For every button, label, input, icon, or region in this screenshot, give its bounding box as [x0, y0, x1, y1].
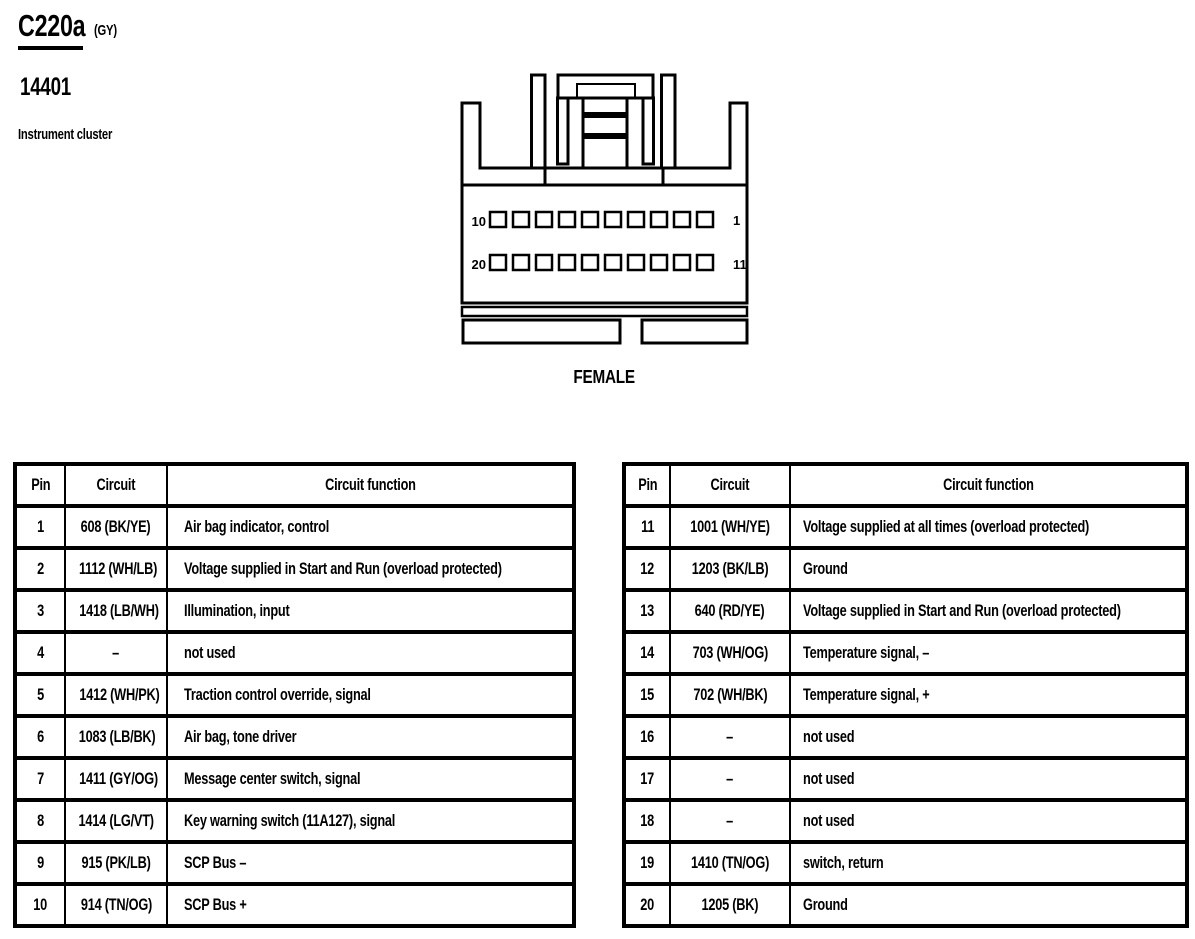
circuit-cell: 640 (RD/YE) [670, 590, 790, 632]
pin-cell: 10 [15, 884, 65, 926]
table-row [15, 548, 574, 590]
pin-slot [674, 212, 690, 227]
pin-row-label-bottom-left: 20 [471, 257, 486, 272]
table-row [15, 842, 574, 884]
function-cell: not used [790, 800, 1187, 842]
table-row [624, 674, 1187, 716]
circuit-cell: 1412 (WH/PK) [65, 674, 167, 716]
pin-slot [628, 212, 644, 227]
function-cell: Temperature signal, – [790, 632, 1187, 674]
table-row [624, 632, 1187, 674]
circuit-cell: 915 (PK/LB) [65, 842, 167, 884]
function-cell: not used [790, 716, 1187, 758]
connector-gender-label: FEMALE [573, 367, 635, 387]
pin-row-label-top-left: 10 [471, 214, 486, 229]
function-cell: Traction control override, signal [167, 674, 574, 716]
table-row [15, 506, 574, 548]
connector-id-underline [18, 46, 83, 50]
pin-cell: 5 [15, 674, 65, 716]
connector-diagram [448, 62, 760, 354]
circuit-cell: 702 (WH/BK) [670, 674, 790, 716]
pin-slot [651, 212, 667, 227]
function-cell: Message center switch, signal [167, 758, 574, 800]
circuit-cell: 1411 (GY/OG) [65, 758, 167, 800]
table-row [624, 842, 1187, 884]
pin-cell: 2 [15, 548, 65, 590]
column-header-circuit: Circuit [65, 464, 167, 506]
column-header-pin: Pin [624, 464, 670, 506]
circuit-cell: 1418 (LB/WH) [65, 590, 167, 632]
circuit-cell: – [670, 800, 790, 842]
pin-cell: 12 [624, 548, 670, 590]
pin-slot [605, 255, 621, 270]
function-cell: not used [167, 632, 574, 674]
circuit-cell: 608 (BK/YE) [65, 506, 167, 548]
function-cell: Ground [790, 548, 1187, 590]
pin-cell: 7 [15, 758, 65, 800]
pin-slot [513, 255, 529, 270]
table-row [624, 800, 1187, 842]
function-cell: Air bag, tone driver [167, 716, 574, 758]
table-row [15, 758, 574, 800]
table-row [624, 548, 1187, 590]
pin-slot [490, 255, 506, 270]
connector-body [462, 185, 747, 303]
function-cell: Ground [790, 884, 1187, 926]
component-name: Instrument cluster [18, 126, 113, 143]
pin-slot [697, 255, 713, 270]
table-header-row [624, 464, 1187, 506]
pin-slot [582, 212, 598, 227]
function-cell: Temperature signal, + [790, 674, 1187, 716]
pin-cell: 9 [15, 842, 65, 884]
pin-slot [651, 255, 667, 270]
table-row [624, 716, 1187, 758]
table-row [15, 590, 574, 632]
function-cell: switch, return [790, 842, 1187, 884]
table-row [15, 884, 574, 926]
pin-cell: 3 [15, 590, 65, 632]
circuit-cell: 914 (TN/OG) [65, 884, 167, 926]
part-number: 14401 [20, 73, 72, 101]
circuit-cell: 1205 (BK) [670, 884, 790, 926]
circuit-cell: – [65, 632, 167, 674]
table-row [624, 506, 1187, 548]
pin-slot [513, 212, 529, 227]
connector-color-code: (GY) [94, 22, 117, 39]
circuit-cell: 1414 (LG/VT) [65, 800, 167, 842]
pin-cell: 18 [624, 800, 670, 842]
pin-slot [559, 212, 575, 227]
pin-slot [582, 255, 598, 270]
column-header-circuit: Circuit [670, 464, 790, 506]
function-cell: SCP Bus + [167, 884, 574, 926]
circuit-cell: – [670, 716, 790, 758]
function-cell: Voltage supplied in Start and Run (overload protected) [167, 548, 574, 590]
pin-row-label-bottom-right: 11 [733, 257, 747, 272]
pin-cell: 1 [15, 506, 65, 548]
pin-row-label-top-right: 1 [733, 213, 741, 228]
pin-slot [605, 212, 621, 227]
table-row [15, 674, 574, 716]
table-row [624, 884, 1187, 926]
table-row [624, 758, 1187, 800]
circuit-cell: 1410 (TN/OG) [670, 842, 790, 884]
function-cell: SCP Bus – [167, 842, 574, 884]
table-header-row [15, 464, 574, 506]
function-cell: Key warning switch (11A127), signal [167, 800, 574, 842]
pin-slot [697, 212, 713, 227]
connector-id-label: C220a [18, 8, 86, 43]
pin-slot [628, 255, 644, 270]
pin-slot [490, 212, 506, 227]
table-row [624, 590, 1187, 632]
column-header-function: Circuit function [790, 464, 1187, 506]
function-cell: Voltage supplied at all times (overload protected) [790, 506, 1187, 548]
circuit-cell: – [670, 758, 790, 800]
pin-cell: 15 [624, 674, 670, 716]
connector-skirt [462, 307, 747, 343]
right-pinout-table [622, 462, 1189, 928]
table-row [15, 716, 574, 758]
pin-slot [674, 255, 690, 270]
left-pinout-table [13, 462, 576, 928]
column-header-function: Circuit function [167, 464, 574, 506]
pin-cell: 6 [15, 716, 65, 758]
column-header-pin: Pin [15, 464, 65, 506]
function-cell: Air bag indicator, control [167, 506, 574, 548]
table-row [15, 800, 574, 842]
function-cell: Voltage supplied in Start and Run (overload protected) [790, 590, 1187, 632]
pin-cell: 13 [624, 590, 670, 632]
pin-cell: 20 [624, 884, 670, 926]
pin-cell: 16 [624, 716, 670, 758]
circuit-cell: 703 (WH/OG) [670, 632, 790, 674]
pin-cell: 11 [624, 506, 670, 548]
pin-cell: 4 [15, 632, 65, 674]
pin-slot [559, 255, 575, 270]
circuit-cell: 1083 (LB/BK) [65, 716, 167, 758]
function-cell: Illumination, input [167, 590, 574, 632]
circuit-cell: 1112 (WH/LB) [65, 548, 167, 590]
circuit-cell: 1203 (BK/LB) [670, 548, 790, 590]
pin-cell: 19 [624, 842, 670, 884]
pin-slot [536, 255, 552, 270]
function-cell: not used [790, 758, 1187, 800]
pin-cell: 8 [15, 800, 65, 842]
connector-latch [462, 75, 747, 185]
pin-cell: 14 [624, 632, 670, 674]
table-row [15, 632, 574, 674]
pin-cell: 17 [624, 758, 670, 800]
circuit-cell: 1001 (WH/YE) [670, 506, 790, 548]
pin-slot [536, 212, 552, 227]
